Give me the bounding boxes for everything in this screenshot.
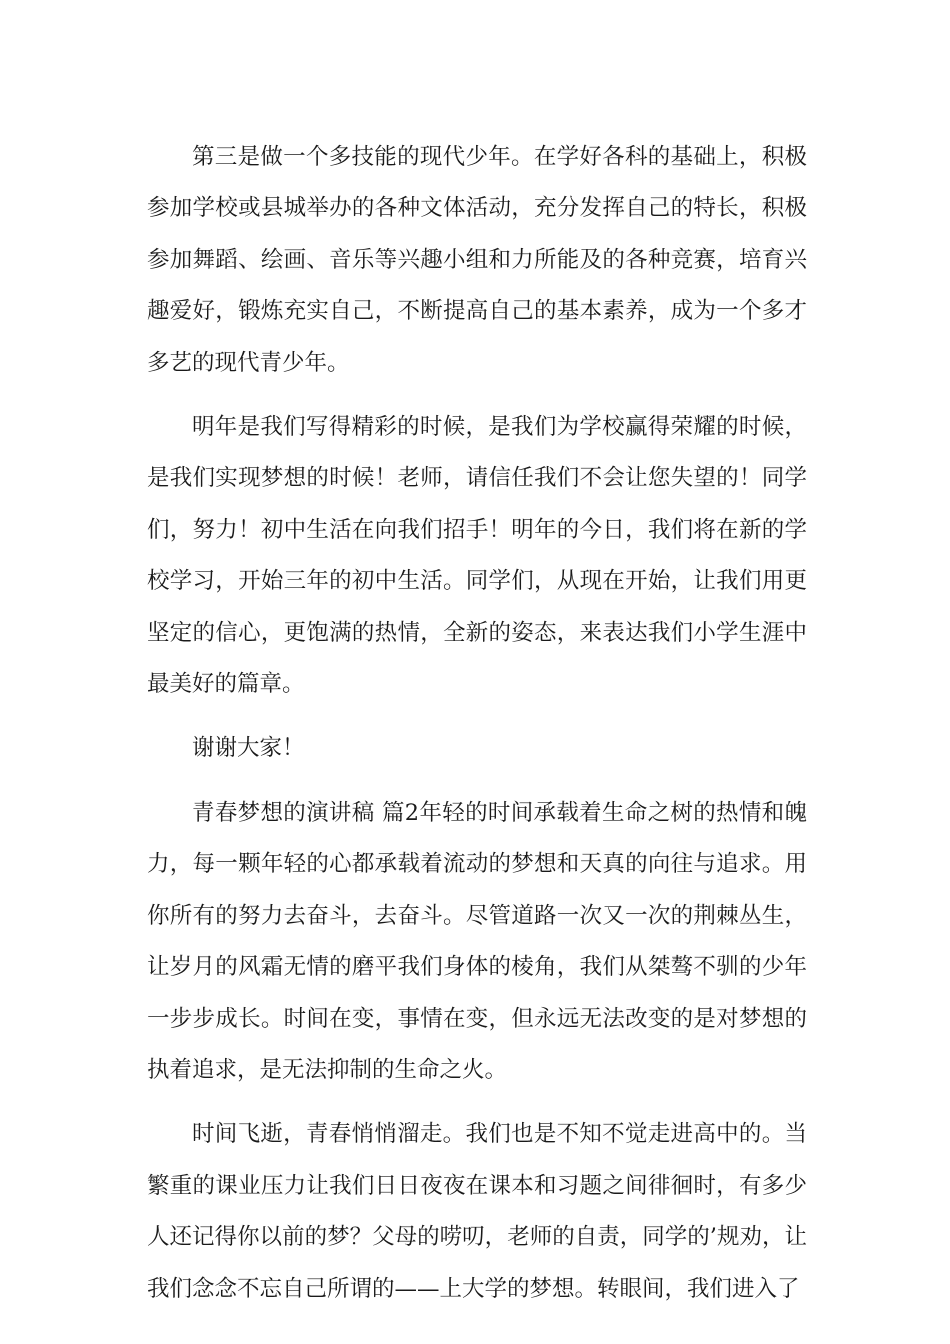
paragraph-time-flies: 时间飞逝，青春悄悄溜走。我们也是不知不觉走进高中的。当繁重的课业压力让我们日日夜夜在课本和习题之间徘徊时，有多少人还记得你以前的梦？父母的唠叨，老师的自责，同学的’规劝，让我们念念不忘自己所谓的——上大学的梦想。转眼间，我们进入了: [147, 1121, 807, 1302]
paragraph-speech-two-intro: 青春梦想的演讲稿 篇2年轻的时间承载着生命之树的热情和魄力，每一颗年轻的心都承载着流动的梦想和天真的向往与追求。用你所有的努力去奋斗，去奋斗。尽管道路一次又一次的荆棘丛生，让岁月的风霜无情的磨平我们身体的棱角，我们从桀骜不驯的少年一步步成长。时间在变，事情在变，但永远无法改变的是对梦想的执着追求，是无法抑制的生命之火。: [147, 799, 807, 1083]
paragraph-thanks: 谢谢大家！: [192, 735, 305, 762]
paragraph-multi-skill-youth: 第三是做一个多技能的现代少年。在学好各科的基础上，积极参加学校或县城举办的各种文体活动，充分发挥自己的特长，积极参加舞蹈、绘画、音乐等兴趣小组和力所能及的各种竞赛，培育兴趣爱好，锻炼充实自己，不断提高自己的基本素养，成为一个多才多艺的现代青少年。: [147, 144, 807, 376]
paragraph-next-year-dream: 明年是我们写得精彩的时候，是我们为学校赢得荣耀的时候，是我们实现梦想的时候！老师，请信任我们不会让您失望的！同学们，努力！初中生活在向我们招手！明年的今日，我们将在新的学校学习，开始三年的初中生活。同学们，从现在开始，让我们用更坚定的信心，更饱满的热情，全新的姿态，来表达我们小学生涯中最美好的篇章。: [147, 414, 807, 698]
document-body: [147, 132, 807, 1315]
